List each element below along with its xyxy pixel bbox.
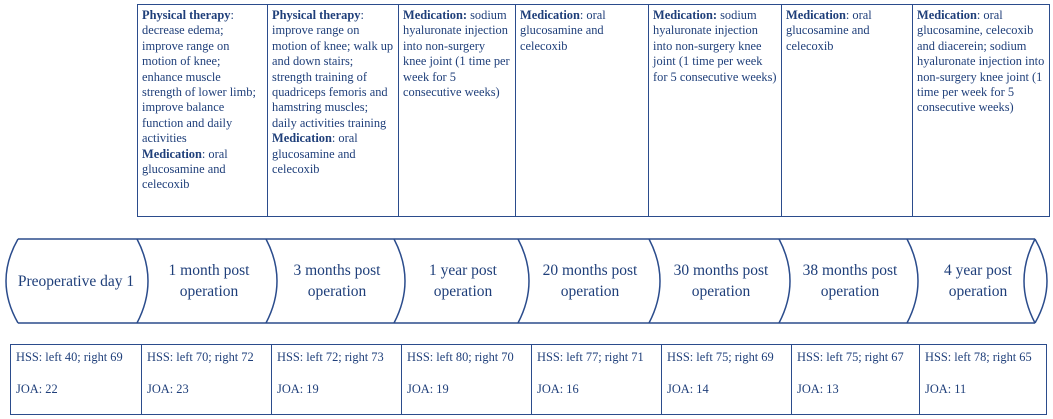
score-box	[10, 344, 142, 415]
treatment-text: : oral glucosamine and celecoxib	[272, 131, 358, 177]
treatment-heading: Physical therapy	[272, 8, 361, 22]
treatment-text: sodium hyaluronate injection into non-surgery knee joint (1 time per week for 5 consecutive weeks)	[403, 8, 510, 100]
joa-score: JOA: 16	[537, 382, 579, 396]
joa-score: JOA: 19	[407, 382, 449, 396]
hss-score: HSS: left 70; right 72	[147, 350, 254, 364]
treatment-heading: Medication:	[653, 8, 718, 22]
joa-score: JOA: 23	[147, 382, 189, 396]
treatment-text: sodium hyaluronate injection into non-surgery knee joint (1 time per week for 5 consecutive weeks)	[653, 8, 777, 84]
joa-score: JOA: 22	[16, 382, 58, 396]
treatment-heading: Medication	[520, 8, 580, 22]
hss-score: HSS: left 75; right 67	[797, 350, 904, 364]
hss-score: HSS: left 75; right 69	[667, 350, 774, 364]
joa-score: JOA: 19	[277, 382, 319, 396]
treatment-text: : oral glucosamine and celecoxib	[520, 8, 606, 53]
score-box	[401, 344, 532, 415]
score-box	[661, 344, 792, 415]
timeline-label: 30 months post operation	[673, 262, 769, 300]
timeline-label: 38 months post operation	[802, 262, 898, 300]
joa-score: JOA: 14	[667, 382, 709, 396]
score-box	[791, 344, 920, 415]
hss-score: HSS: left 72; right 73	[277, 350, 384, 364]
treatment-box-1	[137, 4, 268, 217]
treatment-text: : improve range on motion of knee; walk up and down stairs; strength training of quadriceps femoris and hamstring muscles; daily activities training	[272, 8, 394, 130]
treatment-box-6	[781, 4, 913, 217]
treatment-box-3	[398, 4, 516, 217]
timeline-label: Preoperative day 1	[17, 272, 135, 290]
score-box	[919, 344, 1047, 415]
treatment-heading: Medication	[786, 8, 846, 22]
treatment-text: : oral glucosamine and celecoxib	[786, 8, 872, 53]
treatment-text: : oral glucosamine, celecoxib and diacerein; sodium hyaluronate injection into non-surgery knee joint (1 time per week for 5 consecutive weeks)	[917, 8, 1045, 115]
timeline-label: 1 year post operation	[428, 262, 497, 300]
treatment-text: : oral glucosamine and celecoxib	[142, 146, 228, 192]
hss-score: HSS: left 78; right 65	[925, 350, 1032, 364]
hss-score: HSS: left 77; right 71	[537, 350, 644, 364]
joa-score: JOA: 13	[797, 382, 839, 396]
treatment-box-2	[267, 4, 399, 217]
treatment-heading: Medication	[917, 8, 977, 22]
score-box	[141, 344, 272, 415]
treatment-text: : decrease edema; improve range on motion of knee; enhance muscle strength of lower limb; improve balance function and daily activities	[142, 8, 256, 146]
treatment-heading: Medication	[142, 146, 202, 161]
timeline-label: 20 months post operation	[542, 262, 638, 300]
timeline-label: 1 month post operation	[168, 262, 250, 300]
timeline-label: 4 year post operation	[943, 262, 1012, 300]
treatment-heading: Medication:	[403, 8, 468, 22]
treatment-box-7	[912, 4, 1050, 217]
treatment-heading: Physical therapy	[142, 8, 231, 22]
score-box	[531, 344, 662, 415]
treatment-box-4	[515, 4, 649, 217]
score-box	[271, 344, 402, 415]
treatment-heading: Medication	[272, 131, 332, 146]
timeline-label: 3 months post operation	[293, 262, 381, 300]
hss-score: HSS: left 80; right 70	[407, 350, 514, 364]
hss-score: HSS: left 40; right 69	[16, 350, 123, 364]
joa-score: JOA: 11	[925, 382, 967, 396]
treatment-box-5	[648, 4, 782, 217]
